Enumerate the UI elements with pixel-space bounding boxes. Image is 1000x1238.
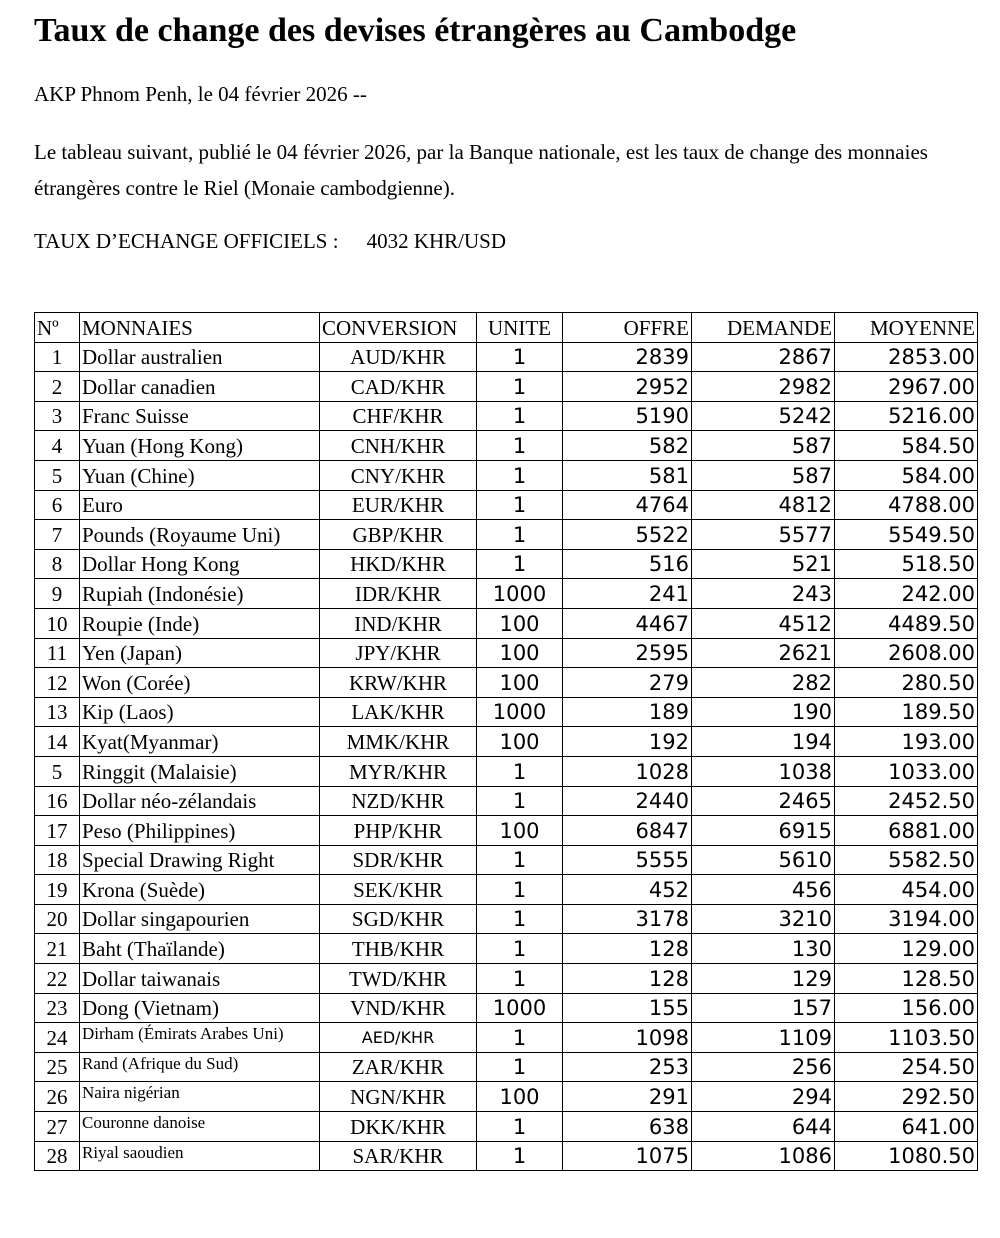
average-value: 5549.50 — [835, 520, 978, 550]
unit-value: 1 — [477, 904, 563, 934]
table-row — [35, 460, 978, 490]
offer-value: 581 — [563, 460, 692, 490]
currency-name: Peso (Philippines) — [80, 816, 320, 846]
row-number: 6 — [35, 490, 80, 520]
offer-value: 1075 — [563, 1141, 692, 1171]
row-number: 26 — [35, 1082, 80, 1112]
table-row — [35, 1112, 978, 1142]
demand-value: 1038 — [692, 756, 835, 786]
header-no: Nº — [35, 313, 80, 343]
row-number: 9 — [35, 579, 80, 609]
demand-value: 282 — [692, 668, 835, 698]
row-number: 1 — [35, 342, 80, 372]
currency-name: Franc Suisse — [80, 401, 320, 431]
table-row — [35, 1082, 978, 1112]
table-row — [35, 608, 978, 638]
demand-value: 6915 — [692, 816, 835, 846]
unit-value: 1 — [477, 549, 563, 579]
table-row — [35, 845, 978, 875]
conversion-pair: TWD/KHR — [320, 964, 477, 994]
header-average: MOYENNE — [835, 313, 978, 343]
table-row — [35, 875, 978, 905]
row-number: 27 — [35, 1112, 80, 1142]
demand-value: 256 — [692, 1052, 835, 1082]
demand-value: 243 — [692, 579, 835, 609]
row-number: 5 — [35, 756, 80, 786]
unit-value: 1 — [477, 1023, 563, 1053]
page-title: Taux de change des devises étrangères au Cambodge — [34, 12, 797, 49]
table-row — [35, 786, 978, 816]
currency-name: Kip (Laos) — [80, 697, 320, 727]
demand-value: 587 — [692, 431, 835, 461]
currency-name: Rupiah (Indonésie) — [80, 579, 320, 609]
demand-value: 294 — [692, 1082, 835, 1112]
offer-value: 2595 — [563, 638, 692, 668]
table-row — [35, 372, 978, 402]
demand-value: 4512 — [692, 608, 835, 638]
currency-name: Yen (Japan) — [80, 638, 320, 668]
row-number: 14 — [35, 727, 80, 757]
conversion-pair: ZAR/KHR — [320, 1052, 477, 1082]
conversion-pair: IND/KHR — [320, 608, 477, 638]
demand-value: 2982 — [692, 372, 835, 402]
average-value: 5216.00 — [835, 401, 978, 431]
conversion-pair: PHP/KHR — [320, 816, 477, 846]
conversion-pair: MMK/KHR — [320, 727, 477, 757]
conversion-pair: SAR/KHR — [320, 1141, 477, 1171]
average-value: 584.50 — [835, 431, 978, 461]
row-number: 23 — [35, 993, 80, 1023]
table-row — [35, 342, 978, 372]
conversion-pair: VND/KHR — [320, 993, 477, 1023]
demand-value: 157 — [692, 993, 835, 1023]
unit-value: 1 — [477, 756, 563, 786]
row-number: 24 — [35, 1023, 80, 1053]
average-value: 128.50 — [835, 964, 978, 994]
demand-value: 2621 — [692, 638, 835, 668]
currency-name: Dollar taiwanais — [80, 964, 320, 994]
offer-value: 638 — [563, 1112, 692, 1142]
offer-value: 2952 — [563, 372, 692, 402]
unit-value: 1 — [477, 460, 563, 490]
table-row — [35, 1052, 978, 1082]
average-value: 254.50 — [835, 1052, 978, 1082]
demand-value: 4812 — [692, 490, 835, 520]
unit-value: 1 — [477, 372, 563, 402]
offer-value: 2839 — [563, 342, 692, 372]
average-value: 4788.00 — [835, 490, 978, 520]
row-number: 17 — [35, 816, 80, 846]
unit-value: 1 — [477, 490, 563, 520]
row-number: 16 — [35, 786, 80, 816]
table-row — [35, 697, 978, 727]
row-number: 4 — [35, 431, 80, 461]
average-value: 242.00 — [835, 579, 978, 609]
table-row — [35, 520, 978, 550]
conversion-pair: MYR/KHR — [320, 756, 477, 786]
table-row — [35, 431, 978, 461]
currency-name: Naira nigérian — [80, 1082, 320, 1112]
currency-name: Baht (Thaïlande) — [80, 934, 320, 964]
dateline: AKP Phnom Penh, le 04 février 2026 -- — [34, 82, 367, 106]
unit-value: 1 — [477, 1052, 563, 1082]
conversion-pair: SDR/KHR — [320, 845, 477, 875]
unit-value: 1 — [477, 934, 563, 964]
demand-value: 194 — [692, 727, 835, 757]
conversion-pair: JPY/KHR — [320, 638, 477, 668]
table-row — [35, 549, 978, 579]
offer-value: 291 — [563, 1082, 692, 1112]
average-value: 5582.50 — [835, 845, 978, 875]
currency-name: Euro — [80, 490, 320, 520]
currency-name: Dollar néo-zélandais — [80, 786, 320, 816]
currency-name: Roupie (Inde) — [80, 608, 320, 638]
row-number: 11 — [35, 638, 80, 668]
unit-value: 1 — [477, 875, 563, 905]
row-number: 10 — [35, 608, 80, 638]
average-value: 2608.00 — [835, 638, 978, 668]
conversion-pair: THB/KHR — [320, 934, 477, 964]
unit-value: 1 — [477, 401, 563, 431]
conversion-pair: EUR/KHR — [320, 490, 477, 520]
unit-value: 1000 — [477, 697, 563, 727]
intro-paragraph: Le tableau suivant, publié le 04 février 2026, par la Banque nationale, est les taux de change des monnaies étrangères contre le Riel (Monaie cambodgienne). — [34, 140, 928, 200]
official-rate-value: 4032 KHR/USD — [366, 229, 506, 253]
average-value: 2452.50 — [835, 786, 978, 816]
header-offer: OFFRE — [563, 313, 692, 343]
demand-value: 190 — [692, 697, 835, 727]
table-row — [35, 993, 978, 1023]
table-row — [35, 934, 978, 964]
row-number: 12 — [35, 668, 80, 698]
demand-value: 587 — [692, 460, 835, 490]
demand-value: 1109 — [692, 1023, 835, 1053]
unit-value: 100 — [477, 727, 563, 757]
currency-name: Dollar singapourien — [80, 904, 320, 934]
conversion-pair: GBP/KHR — [320, 520, 477, 550]
table-row — [35, 727, 978, 757]
currency-name: Ringgit (Malaisie) — [80, 756, 320, 786]
table-row — [35, 756, 978, 786]
offer-value: 5555 — [563, 845, 692, 875]
row-number: 5 — [35, 460, 80, 490]
unit-value: 1000 — [477, 993, 563, 1023]
conversion-pair: KRW/KHR — [320, 668, 477, 698]
currency-name: Dollar australien — [80, 342, 320, 372]
average-value: 641.00 — [835, 1112, 978, 1142]
table-row — [35, 904, 978, 934]
average-value: 129.00 — [835, 934, 978, 964]
header-demand: DEMANDE — [692, 313, 835, 343]
table-row — [35, 401, 978, 431]
demand-value: 456 — [692, 875, 835, 905]
average-value: 2967.00 — [835, 372, 978, 402]
average-value: 189.50 — [835, 697, 978, 727]
conversion-pair: SGD/KHR — [320, 904, 477, 934]
conversion-pair: AED/KHR — [320, 1023, 477, 1053]
table-header-row — [35, 313, 978, 343]
currency-name: Yuan (Hong Kong) — [80, 431, 320, 461]
table-row — [35, 638, 978, 668]
conversion-pair: CNH/KHR — [320, 431, 477, 461]
offer-value: 192 — [563, 727, 692, 757]
header-unit: UNITE — [477, 313, 563, 343]
currency-name: Rand (Afrique du Sud) — [80, 1052, 320, 1082]
conversion-pair: IDR/KHR — [320, 579, 477, 609]
average-value: 1033.00 — [835, 756, 978, 786]
row-number: 28 — [35, 1141, 80, 1171]
table-row — [35, 490, 978, 520]
table-row — [35, 816, 978, 846]
currency-name: Yuan (Chine) — [80, 460, 320, 490]
unit-value: 100 — [477, 608, 563, 638]
unit-value: 100 — [477, 638, 563, 668]
offer-value: 3178 — [563, 904, 692, 934]
demand-value: 3210 — [692, 904, 835, 934]
average-value: 1080.50 — [835, 1141, 978, 1171]
currency-name: Dirham (Émirats Arabes Uni) — [80, 1023, 320, 1053]
unit-value: 1000 — [477, 579, 563, 609]
unit-value: 1 — [477, 520, 563, 550]
conversion-pair: CNY/KHR — [320, 460, 477, 490]
average-value: 193.00 — [835, 727, 978, 757]
offer-value: 128 — [563, 964, 692, 994]
conversion-pair: AUD/KHR — [320, 342, 477, 372]
row-number: 20 — [35, 904, 80, 934]
offer-value: 1028 — [563, 756, 692, 786]
offer-value: 241 — [563, 579, 692, 609]
row-number: 13 — [35, 697, 80, 727]
offer-value: 189 — [563, 697, 692, 727]
row-number: 18 — [35, 845, 80, 875]
conversion-pair: CAD/KHR — [320, 372, 477, 402]
offer-value: 5190 — [563, 401, 692, 431]
conversion-pair: HKD/KHR — [320, 549, 477, 579]
row-number: 2 — [35, 372, 80, 402]
offer-value: 516 — [563, 549, 692, 579]
unit-value: 100 — [477, 668, 563, 698]
currency-name: Pounds (Royaume Uni) — [80, 520, 320, 550]
demand-value: 129 — [692, 964, 835, 994]
unit-value: 1 — [477, 431, 563, 461]
conversion-pair: NZD/KHR — [320, 786, 477, 816]
demand-value: 2465 — [692, 786, 835, 816]
table-row — [35, 964, 978, 994]
unit-value: 1 — [477, 786, 563, 816]
header-currency: MONNAIES — [80, 313, 320, 343]
conversion-pair: LAK/KHR — [320, 697, 477, 727]
demand-value: 644 — [692, 1112, 835, 1142]
row-number: 8 — [35, 549, 80, 579]
unit-value: 1 — [477, 1112, 563, 1142]
unit-value: 100 — [477, 1082, 563, 1112]
currency-name: Kyat(Myanmar) — [80, 727, 320, 757]
demand-value: 2867 — [692, 342, 835, 372]
demand-value: 5242 — [692, 401, 835, 431]
average-value: 280.50 — [835, 668, 978, 698]
average-value: 518.50 — [835, 549, 978, 579]
table-row — [35, 1023, 978, 1053]
offer-value: 452 — [563, 875, 692, 905]
currency-name: Dollar Hong Kong — [80, 549, 320, 579]
official-rate-label: TAUX D’ECHANGE OFFICIELS : — [34, 229, 339, 253]
conversion-pair: NGN/KHR — [320, 1082, 477, 1112]
offer-value: 5522 — [563, 520, 692, 550]
currency-name: Special Drawing Right — [80, 845, 320, 875]
conversion-pair: CHF/KHR — [320, 401, 477, 431]
offer-value: 6847 — [563, 816, 692, 846]
offer-value: 4764 — [563, 490, 692, 520]
official-rate-line — [34, 229, 506, 254]
exchange-rates-table — [34, 312, 978, 1171]
average-value: 6881.00 — [835, 816, 978, 846]
unit-value: 1 — [477, 845, 563, 875]
demand-value: 1086 — [692, 1141, 835, 1171]
offer-value: 155 — [563, 993, 692, 1023]
row-number: 3 — [35, 401, 80, 431]
currency-name: Riyal saoudien — [80, 1141, 320, 1171]
table-row — [35, 668, 978, 698]
offer-value: 128 — [563, 934, 692, 964]
row-number: 19 — [35, 875, 80, 905]
currency-name: Won (Corée) — [80, 668, 320, 698]
currency-name: Couronne danoise — [80, 1112, 320, 1142]
average-value: 156.00 — [835, 993, 978, 1023]
demand-value: 521 — [692, 549, 835, 579]
demand-value: 130 — [692, 934, 835, 964]
row-number: 25 — [35, 1052, 80, 1082]
unit-value: 1 — [477, 342, 563, 372]
unit-value: 1 — [477, 1141, 563, 1171]
average-value: 2853.00 — [835, 342, 978, 372]
offer-value: 4467 — [563, 608, 692, 638]
demand-value: 5610 — [692, 845, 835, 875]
header-conversion: CONVERSION — [320, 313, 477, 343]
offer-value: 1098 — [563, 1023, 692, 1053]
demand-value: 5577 — [692, 520, 835, 550]
unit-value: 1 — [477, 964, 563, 994]
average-value: 4489.50 — [835, 608, 978, 638]
average-value: 292.50 — [835, 1082, 978, 1112]
conversion-pair: SEK/KHR — [320, 875, 477, 905]
offer-value: 2440 — [563, 786, 692, 816]
unit-value: 100 — [477, 816, 563, 846]
offer-value: 253 — [563, 1052, 692, 1082]
row-number: 22 — [35, 964, 80, 994]
currency-name: Dollar canadien — [80, 372, 320, 402]
row-number: 21 — [35, 934, 80, 964]
table-row — [35, 579, 978, 609]
conversion-pair: DKK/KHR — [320, 1112, 477, 1142]
average-value: 454.00 — [835, 875, 978, 905]
currency-name: Krona (Suède) — [80, 875, 320, 905]
row-number: 7 — [35, 520, 80, 550]
table-row — [35, 1141, 978, 1171]
average-value: 584.00 — [835, 460, 978, 490]
table-body — [35, 342, 978, 1171]
average-value: 3194.00 — [835, 904, 978, 934]
average-value: 1103.50 — [835, 1023, 978, 1053]
offer-value: 279 — [563, 668, 692, 698]
offer-value: 582 — [563, 431, 692, 461]
currency-name: Dong (Vietnam) — [80, 993, 320, 1023]
